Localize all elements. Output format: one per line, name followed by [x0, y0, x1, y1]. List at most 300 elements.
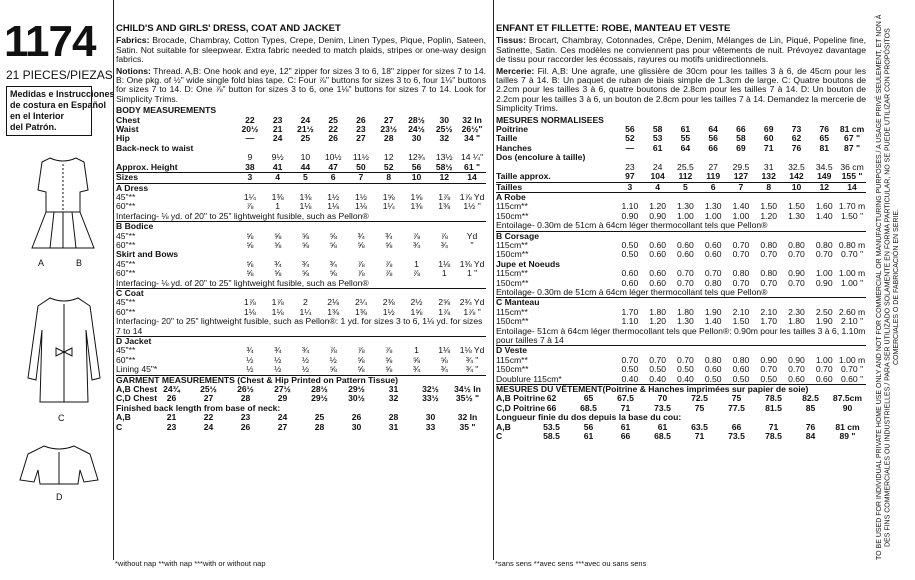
row-label: Taille approx.	[496, 171, 551, 182]
table-cell: 3	[236, 173, 264, 183]
table-cell: 0.90	[788, 268, 805, 279]
table-cell: ⅝	[301, 230, 309, 241]
sketch-label-d: D	[56, 492, 63, 502]
row-label: A Dress	[116, 183, 236, 193]
table-cell: 0.70	[788, 277, 805, 288]
table-cell: 21	[272, 124, 283, 135]
table-cell: 26	[328, 133, 338, 144]
row-label: 60"**	[116, 354, 136, 365]
table-row	[116, 423, 486, 432]
table-cell: 34.5	[815, 161, 833, 172]
table-cell: 0.70	[788, 364, 805, 375]
table-cell: 25	[314, 412, 325, 423]
table-cell: 26	[356, 114, 366, 125]
row-label: D Veste	[496, 346, 616, 356]
table-cell: 28½	[311, 384, 328, 395]
table-cell: ½	[274, 364, 282, 375]
table-cell: 34 "	[464, 133, 481, 144]
table-cell: 56	[625, 124, 635, 135]
table-cell: 1.90	[815, 316, 833, 327]
table-cell: ⅝	[385, 354, 393, 365]
table-row	[116, 288, 486, 298]
table-cell: 0.70	[649, 354, 667, 365]
table-cell: 10½	[324, 152, 342, 163]
table-cell: ⅞	[357, 258, 365, 269]
table-cell: 0.70	[760, 364, 778, 375]
table-cell: 1.80	[649, 306, 667, 317]
table-cell: 132	[761, 171, 776, 182]
table-cell: 1.00	[677, 210, 694, 221]
table-cell: 0.90	[760, 354, 778, 365]
table-cell: 7	[727, 182, 755, 192]
table-cell: ⅝	[329, 364, 337, 375]
table-cell: 66	[620, 431, 631, 442]
row-label: C	[496, 431, 503, 442]
table-cell: 1⅞	[438, 306, 451, 317]
spanish-note-line: Medidas e Instrucciones	[10, 89, 115, 99]
table-cell: 35 "	[459, 421, 476, 432]
sketch-label-a: A	[38, 258, 45, 268]
table-cell: 1.30	[677, 316, 694, 327]
table-cell: 69	[736, 142, 746, 153]
table-cell: 0.60	[649, 277, 667, 288]
row-label: B Bodice	[116, 222, 236, 232]
table-cell: ¾ "	[465, 354, 479, 365]
table-cell: 66	[736, 124, 746, 135]
table-cell: 2.30	[788, 306, 805, 317]
spanish-instructions-note	[6, 86, 115, 136]
table-cell: 61	[657, 421, 668, 432]
row-label: 45"**	[116, 191, 136, 202]
table-row	[116, 163, 486, 173]
table-cell: 0.60	[649, 239, 667, 250]
pattern-number: 1174	[4, 17, 96, 66]
table-cell: 28	[314, 421, 325, 432]
spanish-note-line: del Patrón.	[10, 122, 57, 132]
row-label: Longueur finie du dos depuis la base du cou:	[496, 412, 682, 423]
table-cell: 1½	[354, 191, 367, 202]
table-cell: 1.80	[677, 306, 694, 317]
table-cell: ½	[246, 354, 254, 365]
table-cell: 1⅜	[271, 191, 284, 202]
table-cell: ½	[274, 354, 282, 365]
row-label: 60"**	[116, 239, 136, 250]
table-cell: ⅝	[246, 239, 254, 250]
table-cell: 76	[819, 124, 830, 135]
table-cell: 0.80	[704, 354, 722, 365]
table-cell: ⅝	[357, 239, 365, 250]
table-cell: 27	[708, 161, 718, 172]
table-cell: 32 In	[457, 412, 478, 423]
table-cell: 1.40	[704, 316, 722, 327]
row-label: Back-neck to waist	[116, 142, 194, 153]
table-cell: 112	[678, 171, 693, 182]
table-cell: 22	[203, 412, 214, 423]
table-cell: 62	[546, 393, 557, 404]
table-cell: ⅝	[357, 354, 365, 365]
table-cell: 0.50	[732, 373, 750, 384]
table-cell: 1.20	[760, 210, 778, 221]
table-cell: ⅝	[246, 258, 254, 269]
table-cell: 24	[272, 133, 283, 144]
table-cell: 71	[763, 142, 774, 153]
row-label: Doublure 115cm*	[496, 373, 562, 384]
table-cell: 68.5	[654, 431, 671, 442]
table-cell: 26	[166, 393, 177, 404]
table-cell: 0.40	[621, 373, 639, 384]
table-cell: 0.70 "	[840, 249, 864, 260]
table-cell: —	[625, 142, 635, 153]
table-cell: 0.70	[732, 239, 750, 250]
table-cell: 1	[275, 201, 281, 212]
table-cell: 73	[791, 124, 802, 135]
table-cell: 1⅝	[382, 191, 395, 202]
table-cell: 1.50	[788, 201, 805, 212]
table-cell: 1.00 "	[840, 277, 864, 288]
jacket-sketch	[14, 440, 104, 490]
row-label: 115cm**	[496, 201, 528, 212]
table-cell: 0.90	[621, 210, 639, 221]
table-row	[116, 222, 486, 232]
table-cell: 53.5	[543, 421, 560, 432]
table-cell: 23	[356, 124, 366, 135]
table-cell: 1.30	[704, 201, 722, 212]
table-cell: 58	[652, 124, 663, 135]
table-cell: 55	[680, 133, 691, 144]
english-garment-table	[116, 375, 486, 432]
table-cell: 28½	[408, 114, 425, 125]
table-cell: 30½	[348, 393, 365, 404]
row-label: 150cm**	[496, 249, 529, 260]
english-d-table	[116, 336, 486, 375]
table-cell: 1¼	[382, 201, 395, 212]
table-cell: 1.70	[621, 306, 639, 317]
table-cell: 1⅜	[354, 306, 367, 317]
table-cell: 28	[383, 133, 394, 144]
table-cell: ⅝	[301, 268, 309, 279]
table-cell: 25	[300, 133, 311, 144]
table-cell: 87.5cm	[832, 393, 863, 404]
table-cell: 0.60	[732, 364, 750, 375]
table-cell: 22	[328, 124, 338, 135]
table-cell: 47	[328, 161, 338, 172]
table-cell: ½	[329, 354, 337, 365]
row-label: Lining 45"*	[116, 364, 158, 375]
table-cell: 29½	[311, 393, 328, 404]
row-label: MESURES NORMALISEES	[496, 114, 604, 125]
table-row	[496, 182, 866, 192]
table-cell: 1.50	[760, 201, 778, 212]
table-cell: 0.70	[760, 249, 778, 260]
table-cell: 75	[694, 402, 705, 413]
table-row	[116, 250, 486, 259]
french-b-table	[496, 231, 866, 288]
row-label: D Jacket	[116, 337, 236, 347]
table-cell: 63.5	[691, 421, 708, 432]
table-cell: 26½"	[461, 124, 483, 135]
table-cell: 0.80	[760, 239, 778, 250]
table-cell: 82.5	[802, 393, 819, 404]
table-cell: 33	[425, 421, 436, 432]
mercerie-text: Fil. A,B: Une agrafe, une glissière de 30cm pour les tailles 3 à 6, de 45cm pour les tailles 7 à 14. B: Un paquet de ruban de biais simple de 1.3cm de large. C: Quatre boutons de 2.2cm pour les tailles 3 à 6, quatre boutons de 2.8cm pour les tailles 7 à 14. D: Un bouton de 2.2cm pour les tailles 3 à 6, un bouton de 2.8cm pour les tailles 7 à 14. Demandez la mercerie de Simplicity Trims.	[496, 65, 867, 114]
table-cell: 71	[620, 402, 631, 413]
table-cell: 52	[625, 133, 635, 144]
table-cell: 23½	[380, 124, 398, 135]
table-cell: 61 "	[464, 161, 481, 172]
row-label: 60"**	[116, 306, 136, 317]
row-label: C Manteau	[496, 298, 616, 308]
table-row	[116, 356, 486, 365]
table-cell: 89 "	[839, 431, 856, 442]
table-cell: 5	[292, 173, 320, 183]
row-label: 45"**	[116, 230, 136, 241]
row-label: Poitrine	[496, 124, 528, 135]
table-cell: 104	[650, 171, 665, 182]
table-cell: ⅞	[385, 345, 393, 356]
table-cell: 24	[652, 161, 663, 172]
table-cell: ¾ "	[465, 364, 479, 375]
table-cell: 41	[272, 161, 283, 172]
french-c-table	[496, 297, 866, 326]
row-label: 150cm**	[496, 364, 529, 375]
table-cell: 56	[411, 161, 422, 172]
table-cell: 23	[166, 421, 177, 432]
legal-text: TO BE USED FOR INDIVIDUAL PRIVATE HOME USE ONLY AND NOT FOR COMMERCIAL OR MANUFACTURING PURPOSES./ A USAGE PRIVÉ SEULEMENT, ET NON À DES FINS COMMERCIALES OU INDUSTRIELLES./ PARA SER UTILIZADO SOLAMENTE EN FORMA PARTICULAR, NO SE PUEDE UTILIZAR CON PROPÓSITOS COMERCIALES O DE FABRICACIÓN EN SERIE.	[876, 14, 900, 561]
table-cell: 24¾	[163, 384, 180, 395]
table-cell: 73.5	[654, 402, 671, 413]
table-cell: 28	[388, 412, 399, 423]
table-cell: 0.40	[677, 373, 694, 384]
table-cell: 6	[319, 173, 347, 183]
table-cell: "	[470, 239, 474, 250]
table-cell: 0.60	[677, 249, 694, 260]
mercerie-label: Mercerie:	[496, 65, 535, 76]
table-cell: 0.70	[788, 249, 805, 260]
table-cell: 1⅞ "	[463, 306, 481, 317]
table-cell: 127	[733, 171, 749, 182]
table-cell: 2.10 "	[840, 316, 864, 327]
table-cell: 0.50	[760, 373, 778, 384]
table-cell: 1⅜	[410, 201, 423, 212]
table-cell: ⅝	[246, 268, 254, 279]
table-cell: ¾	[274, 345, 282, 356]
row-label: 115cm**	[496, 268, 528, 279]
table-cell: 0.80	[760, 268, 778, 279]
row-label: MESURES DU VÊTEMENT(Poitrine & Hanches imprimées sur papier de soie)	[496, 385, 866, 395]
table-cell: 61	[680, 124, 691, 135]
table-cell: 1	[414, 258, 419, 269]
table-cell: 1.10	[621, 201, 639, 212]
table-cell: 1.50 "	[840, 210, 864, 221]
table-cell: ¾	[329, 258, 337, 269]
table-cell: 0.60	[621, 268, 639, 279]
table-cell: 1.80	[788, 316, 805, 327]
french-column	[493, 0, 866, 560]
table-cell: 10	[783, 182, 811, 192]
table-cell: 6	[699, 182, 727, 192]
row-label: 45"**	[116, 345, 136, 356]
table-cell: 0.80	[815, 239, 833, 250]
table-cell: 1	[441, 268, 447, 279]
row-label: Jupe et Noeuds	[496, 258, 560, 269]
table-cell: 7	[347, 173, 375, 183]
table-cell: 4	[264, 173, 292, 183]
table-cell: 29½	[348, 384, 365, 395]
row-label: 60"**	[116, 201, 136, 212]
table-cell: 81 cm	[835, 421, 860, 432]
table-cell: 44	[300, 161, 311, 172]
table-cell: 25½	[435, 124, 453, 135]
table-cell: 0.80	[732, 354, 750, 365]
table-cell: 81.5	[765, 402, 782, 413]
table-cell: 24	[203, 421, 214, 432]
table-cell: 78.5	[765, 393, 782, 404]
table-cell: 11½	[352, 152, 369, 163]
table-cell: 0.50	[621, 249, 639, 260]
table-cell: 29.5	[732, 161, 750, 172]
table-cell: 9	[247, 152, 253, 163]
table-cell: 1.00 m	[838, 354, 866, 365]
table-cell: 84	[805, 431, 816, 442]
french-a-interfacing: Entoilage- 0.30m de 51cm à 64cm léger thermocollant tels que Pellon®	[496, 220, 768, 231]
table-cell: 26½	[237, 384, 254, 395]
table-cell: 0.70	[677, 268, 694, 279]
row-label: A,B	[116, 412, 131, 423]
table-cell: ¾	[412, 239, 421, 250]
english-a-interfacing: Interfacing- ⅛ yd. of 20" to 25" lightweight fusible, such as Pellon®	[116, 210, 369, 221]
table-cell: 64	[680, 142, 691, 153]
table-cell: 0.50	[677, 364, 694, 375]
row-label: A,B Poitrine	[496, 393, 546, 404]
table-cell: 21½	[297, 124, 314, 135]
table-cell: 12	[383, 152, 394, 163]
table-cell: 1⅝	[410, 191, 423, 202]
table-cell: 24	[277, 412, 288, 423]
table-cell: 27½	[274, 384, 291, 395]
table-cell: ⅞	[357, 268, 365, 279]
table-cell: 77.5	[728, 402, 745, 413]
table-cell: 61	[620, 421, 631, 432]
table-cell: 61	[583, 431, 594, 442]
table-row	[116, 173, 486, 183]
table-cell: 1 "	[466, 268, 478, 279]
table-cell: 32 In	[462, 114, 482, 125]
table-cell: 22	[245, 114, 255, 125]
table-cell: ⅝	[329, 268, 337, 279]
table-cell: 1½	[382, 306, 395, 317]
table-cell: 1.30	[788, 210, 805, 221]
row-label: 60"**	[116, 268, 136, 279]
table-cell: 1	[414, 345, 419, 356]
table-cell: 1⅜	[438, 201, 451, 212]
row-label: 150cm**	[496, 277, 529, 288]
row-label: 115cm**	[496, 239, 528, 250]
table-cell: 119	[706, 171, 721, 182]
table-cell: 76	[791, 142, 802, 153]
row-label: Hip	[116, 133, 130, 144]
table-cell: ¾	[274, 258, 282, 269]
table-cell: 0.70	[677, 354, 694, 365]
table-cell: ¾	[440, 239, 448, 250]
table-cell: ⅞	[412, 230, 421, 241]
english-body-table	[116, 106, 486, 211]
table-row	[116, 346, 486, 355]
spanish-note-line: de costura en Español	[10, 100, 107, 110]
table-cell: 27	[383, 114, 394, 125]
table-cell: 30	[411, 133, 422, 144]
row-label: 115cm**	[496, 354, 528, 365]
table-cell: ⅝	[274, 268, 282, 279]
row-label: Tailles	[496, 182, 616, 192]
table-cell: 38	[245, 161, 255, 172]
table-cell: 28	[240, 393, 251, 404]
english-b-table	[116, 221, 486, 278]
table-cell: 71	[768, 421, 779, 432]
row-label: C,D Chest	[116, 393, 158, 404]
table-cell: 0.50	[649, 364, 667, 375]
table-cell: 0.70	[760, 277, 778, 288]
table-row	[116, 232, 486, 241]
table-cell: 81	[819, 142, 830, 153]
table-cell: 36 cm	[840, 161, 864, 172]
table-cell: 0.70	[677, 277, 694, 288]
table-cell: ⅝	[440, 354, 448, 365]
table-cell: 1⅛ Yd	[459, 345, 485, 356]
table-cell: 20½	[241, 124, 259, 135]
table-cell: 68.5	[580, 402, 597, 413]
table-cell: 1.70 m	[838, 201, 866, 212]
table-cell: 1.40	[815, 210, 833, 221]
table-cell: 0.80 m	[838, 239, 866, 250]
tissus-text: Brocart, Chambray, Cotonnades, Crêpe, Denim, Mélanges de Lin, Piqué, Popeline fine, Satinette, Satin. Ces modèles ne conviennent pas pour vêtements de nuit. Prévoyez davantage de tissu pour raccorder les écossais, rayures ou motifs unidirectionnels.	[496, 35, 866, 65]
row-label: A Robe	[496, 192, 616, 202]
table-cell: 1⅞	[243, 297, 256, 308]
row-label: B Corsage	[496, 231, 616, 241]
table-cell: 29	[277, 393, 288, 404]
table-cell: 65	[819, 133, 830, 144]
table-cell: ⅝	[274, 239, 282, 250]
coat-sketch	[14, 290, 114, 410]
table-cell: 2.10	[732, 306, 750, 317]
table-cell: 90	[842, 402, 853, 413]
french-b-interfacing: Entoilage- 0.30m de 51cm à 64cm léger thermocollant tels que Pellon®	[496, 286, 768, 297]
table-cell: 30	[439, 114, 450, 125]
table-cell: 66	[731, 421, 742, 432]
legal-notice	[876, 10, 910, 565]
table-row	[116, 337, 486, 347]
fabrics-label: Fabrics:	[116, 35, 150, 46]
table-cell: 9½	[271, 152, 284, 163]
table-cell: ⅝	[301, 239, 309, 250]
row-label: A,B	[496, 421, 511, 432]
table-cell: 26	[351, 412, 362, 423]
table-cell: ⅞	[440, 230, 448, 241]
table-cell: ⅞	[357, 345, 365, 356]
table-cell: 142	[789, 171, 804, 182]
table-cell: ⅞	[246, 201, 254, 212]
english-title: CHILD'S AND GIRLS' DRESS, COAT AND JACKET	[116, 23, 341, 34]
table-row	[116, 365, 486, 374]
table-cell: 85	[805, 402, 816, 413]
table-cell: 0.70	[815, 249, 833, 260]
pieces-count: 21 PIECES/PIEZAS	[6, 68, 113, 82]
table-cell: 2	[303, 297, 308, 308]
table-cell: 73.5	[728, 431, 745, 442]
table-cell: 13½	[435, 152, 453, 163]
table-cell: 31	[388, 421, 399, 432]
french-footnote: *sans sens **avec sens ***avec ou sans sens	[495, 559, 647, 568]
table-cell: 1⅞	[271, 297, 284, 308]
